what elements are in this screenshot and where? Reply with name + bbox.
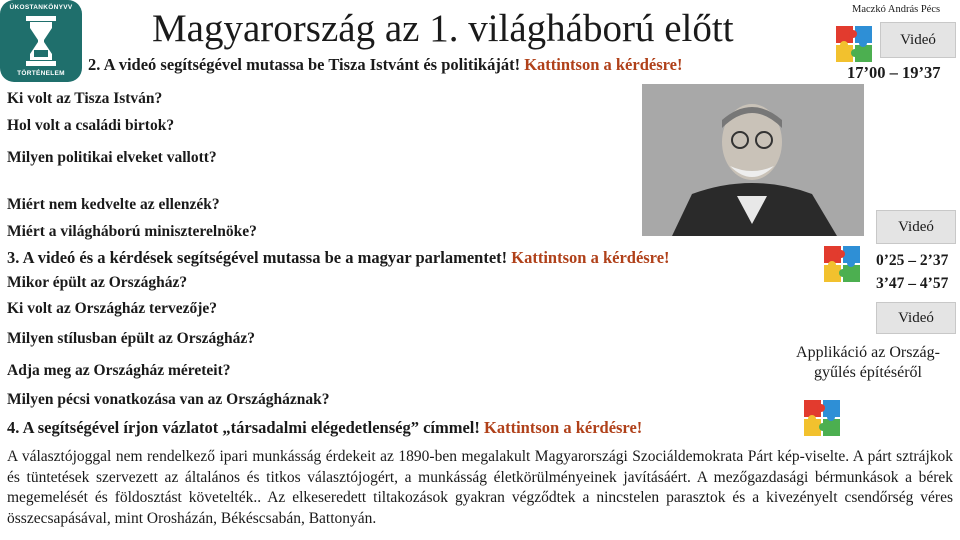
- app-link-line-2: gyűlés építéséről: [814, 364, 922, 381]
- question-tisza-5: Miért a világháború miniszterelnöke?: [7, 223, 257, 240]
- app-link[interactable]: [784, 343, 952, 383]
- info-paragraph: A választójoggal nem rendelkező ipari munkásság érdekeit az 1890-ben megalakult Magyarországi Szociáldemokrata Párt kép-viselte. A párt sztrájkok és tüntetések szervezett az általános és titkos választójogért, a munkásság életkörülményeinek javításáért. A mezőgazdasági bérmunkások a bérek megemelését és földosztást követelték.. Az elkeseredett tiltakozások gyakran végződtek a nincstelen parasztok és a kivezényelt csendőrség véres összecsapásával, mint Orosházán, Békéscsabán, Battonyán.: [7, 448, 953, 527]
- task-4-text: 4. A segítségével írjon vázlatot „társadalmi elégedetlenség” címmel!: [7, 418, 485, 437]
- task-2: [88, 55, 682, 75]
- video-2-time-1: 0’25 – 2’37: [876, 252, 949, 269]
- logo-top-text: ÚKOSTANKÖNYVV: [9, 4, 73, 11]
- question-tisza-1: Ki volt az Tisza István?: [7, 90, 163, 107]
- task-3-text: 3. A videó és a kérdések segítségével mutassa be a magyar parlamentet!: [7, 248, 512, 267]
- task-2-text: 2. A videó segítségével mutassa be Tisza Istvánt és politikáját!: [88, 55, 525, 74]
- question-parliament-3: Milyen stílusban épült az Országház?: [7, 330, 256, 347]
- author-credit: Maczkó András Pécs: [852, 4, 941, 15]
- task-4-link[interactable]: Kattintson a kérdésre!: [484, 418, 643, 437]
- question-parliament-1: Mikor épült az Országház?: [7, 274, 188, 291]
- video-button-1[interactable]: Videó: [880, 22, 956, 58]
- task-3-link[interactable]: Kattintson a kérdésre!: [511, 248, 670, 267]
- video-1-time: 17’00 – 19’37: [847, 63, 941, 82]
- app-link-line-1: Applikáció az Ország-: [796, 344, 940, 361]
- video-button-2[interactable]: Videó: [876, 210, 956, 244]
- portrait-photo: [642, 84, 864, 236]
- question-parliament-4: Adja meg az Országház méreteit?: [7, 362, 231, 379]
- question-parliament-5: Milyen pécsi vonatkozása van az Országháznak?: [7, 391, 330, 408]
- video-button-3[interactable]: Videó: [876, 302, 956, 334]
- hourglass-icon: [24, 16, 58, 66]
- question-parliament-2: Ki volt az Országház tervezője?: [7, 300, 218, 317]
- video-2-time-2: 3’47 – 4’57: [876, 275, 949, 292]
- puzzle-icon[interactable]: [834, 22, 876, 66]
- page-title: Magyarország az 1. világháború előtt: [152, 7, 734, 50]
- question-tisza-2: Hol volt a családi birtok?: [7, 117, 175, 134]
- task-3: [7, 248, 670, 268]
- task-2-link[interactable]: Kattintson a kérdésre!: [524, 55, 683, 74]
- puzzle-icon[interactable]: [802, 396, 844, 440]
- publisher-logo: [0, 0, 82, 82]
- logo-bottom-text: TÖRTÉNELEM: [17, 70, 65, 77]
- question-tisza-3: Milyen politikai elveket vallott?: [7, 149, 217, 166]
- question-tisza-4: Miért nem kedvelte az ellenzék?: [7, 196, 220, 213]
- task-4: [7, 418, 642, 438]
- puzzle-icon[interactable]: [822, 242, 864, 286]
